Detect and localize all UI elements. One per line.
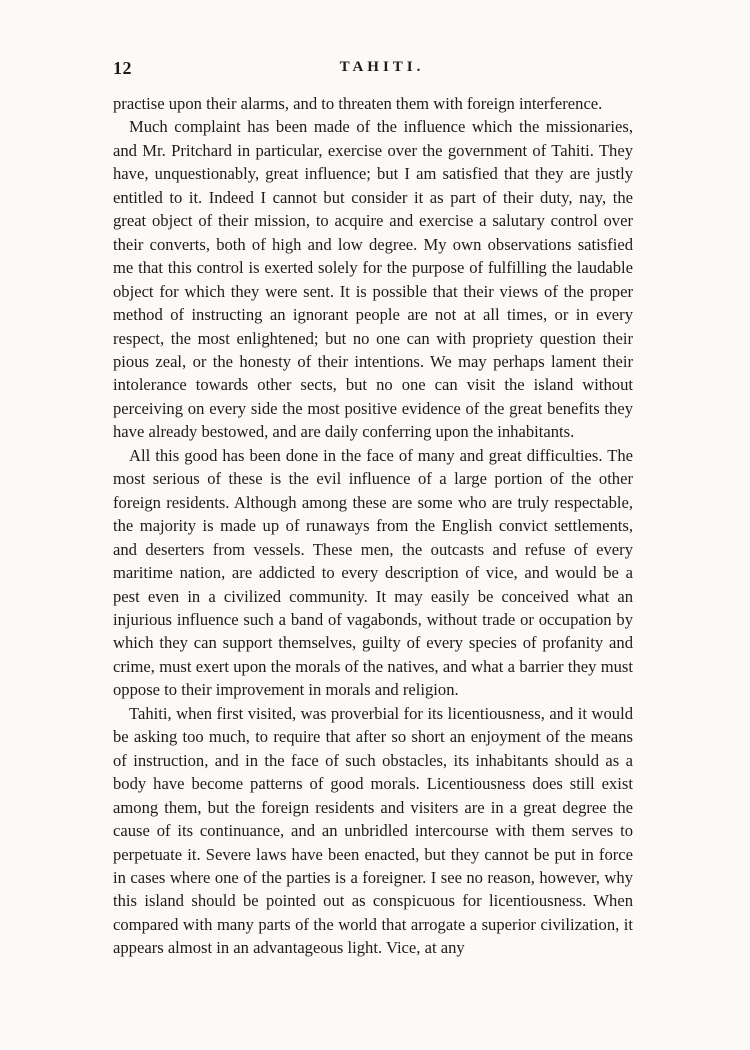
paragraph-1: practise upon their alarms, and to threaten them with foreign interference. xyxy=(113,94,603,113)
running-title: TAHITI. xyxy=(339,59,425,75)
paragraph-4: Tahiti, when first visited, was proverbial for its licentiousness, and it would be asking too much, to require that after so short an enjoyment of the means of instruction, and in the face of such obstacles, its inhabitants should as a body have become patterns of good morals. Licentiousness does still exist among them, but the foreign residents and visiters are in a great degree the cause of its continuance, and an unbridled intercourse with them serves to perpetuate it. Severe laws have been enacted, but they cannot be put in force in cases where one of the parties is a foreigner. I see no reason, however, why this island should be pointed out as conspicuous for licentiousness. When compared with many parts of the world that arrogate a superior civilization, it appears almost in an advantageous light. Vice, at any xyxy=(113,703,633,958)
paragraph-3: All this good has been done in the face of many and great difficulties. The most serious of these is the evil influence of a large portion of the other foreign residents. Although among these are some who are truly respectable, the majority is made up of runaways from the English convict settlements, and deserters from vessels. These men, the outcasts and refuse of every maritime nation, are addicted to every description of vice, and would be a pest even in a civilized community. It may easily be conceived what an injurious influence such a band of vagabonds, without trade or occupation by which they can support themselves, guilty of every species of profanity and crime, must exert upon the morals of the natives, and what a barrier they must oppose to their improvement in morals and religion. xyxy=(113,445,633,700)
running-head xyxy=(113,58,633,82)
page-number: 12 xyxy=(113,58,132,78)
body-text xyxy=(113,92,633,960)
paragraph-2: Much complaint has been made of the influence which the missionaries, and Mr. Pritchard in particular, exercise over the government of Tahiti. They have, unquestionably, great influence; but I am satisfied that they are justly entitled to it. Indeed I cannot but consider it as part of their duty, nay, the great object of their mission, to acquire and exercise a salutary control over their converts, both of high and low degree. My own observations satisfied me that this control is exerted solely for the purpose of fulfilling the laudable object for which they were sent. It is possible that their views of the proper method of instructing an ignorant people are not at all times, or in every respect, the most enlightened; but no one can with propriety question their pious zeal, or the honesty of their intentions. We may perhaps lament their intolerance towards other sects, but no one can visit the island without perceiving on every side the most positive evidence of the great benefits they have already bestowed, and are daily conferring upon the inhabitants. xyxy=(113,117,633,442)
